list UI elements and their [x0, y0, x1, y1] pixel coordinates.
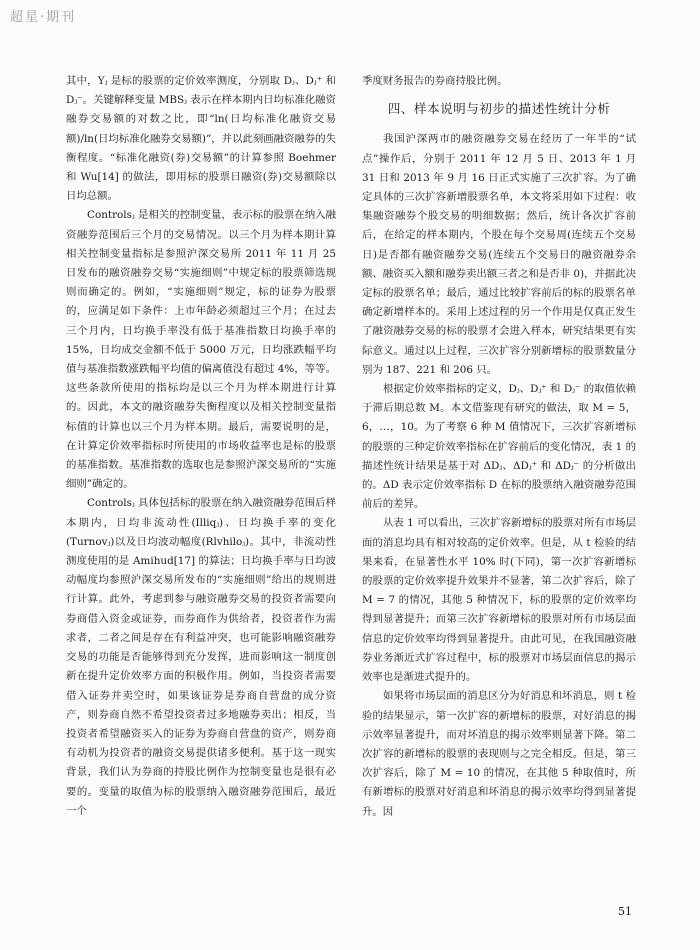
left-paragraph-1: 其中，Yⱼ 是标的股票的定价效率测度，分别取 Dⱼ、Dⱼ⁺ 和 Dⱼ⁻。关键解释变量 MBSⱼ 表示在样本期内日均标准化融资融券交易额的对数之比，即“ln(日均标准化融资交易额)/ln(日均标准化融券交易额)”，并以此刻画融资融券的失衡程度。“标准化融资(券)交易额”的计算参照 Boehmer 和 Wu[14] 的做法，即用标的股票日融资(券)交易额除以日均总额。 [66, 75, 336, 203]
right-paragraph-4: 如果将市场层面的消息区分为好消息和坏消息，则 t 检验的结果显示，第一次扩容的新增标的股票，对好消息的揭示效率显著提升，而对坏消息的揭示效率则显著下降。第二次扩容的新增标的股票的表现则与之完全相反。但是，第三次扩容后，除了 M = 10 的情况，在其他 5 种取值时，所有新增标的股票对好消息和坏消息的揭示效率均得到显著提升。因 [362, 690, 636, 818]
left-paragraph-2: Controlsⱼ 是相关的控制变量，表示标的股票在纳入融资融券范围后三个月的交易情况。以三个月为样本期计算相关控制变量指标是参照沪深交易所 2011 年 11 月 25 日发布的融资融券交易“实施细则”中规定标的股票筛选规则而确定的。例如，“实施细则”规定，标的证券为股票的，应满足如下条件：上市年龄必须超过三个月；在过去三个月内，日均换手率没有低于基准指数日均换手率的 15%，日均成交金额不低于 5000 万元，日均涨跌幅平均值与基准指数涨跌幅平均值的偏离值没有超过 4%，等等。这些条款所使用的指标均是以三个月为样本期进行计算的。因此，本文的融资融券失衡程度以及相关控制变量指标值的计算也以三个月为样本期。最后，需要说明的是，在计算定价效率指标时所使用的市场收益率也是标的股票的基准指数。基准指数的选取也是参照沪深交易所的“实施细则”确定的。 [66, 209, 336, 491]
journal-header: 超星·期刊 [10, 10, 77, 25]
right-column [362, 72, 636, 822]
right-paragraph-1: 我国沪深两市的融资融券交易在经历了一年半的“试点”操作后，分别于 2011 年 12 月 5 日、2013 年 1 月 31 日和 2013 年 9 月 16 日正式实施了三次扩容。为了确定具体的三次扩容新增股票名单，本文将采用如下过程：收集融资融券个股交易的明细数据；然后，统计各次扩容前后，在给定的样本期内，个股在每个交易周(连续五个交易日)是否都有融资融券交易(连续五个交易日的融资融券余额、融资买入额和融券卖出额三者之和是否非 0)，并据此决定标的股票名单；最后，通过比较扩容前后的标的股票名单确定新增样本的。采用上述过程的另一个作用是仅真正发生了融资融券交易的标的股票才会进入样本，研究结果更有实际意义。通过以上过程，三次扩容分别新增标的股票数量分别为 187、221 和 206 只。 [362, 133, 636, 376]
left-column [66, 72, 336, 821]
page-number: 51 [618, 905, 632, 918]
right-paragraph-3: 从表 1 可以看出，三次扩容新增标的股票对所有市场层面的消息均具有相对较高的定价效率。但是，从 t 检验的结果来看，在显著性水平 10% 时(下同)，第一次扩容新增标的股票的定价效率提升效果并不显著，第二次扩容后，除了 M = 7 的情况，其他 5 种情况下，标的股票的定价效率均得到显著提升；而第三次扩容新增标的股票对所有市场层面信息的定价效率均得到显著提升。由此可见，在我国融资融券业务渐近式扩容过程中，标的股票对市场层面信息的揭示效率也是渐进式提升的。 [362, 517, 636, 684]
right-continuation: 季度财务报告的券商持股比例。 [362, 75, 508, 87]
left-paragraph-3: Controlsⱼ 具体包括标的股票在纳入融资融券范围后样本期内，日均非流动性(Illiqⱼ)、日均换手率的变化(Turnovⱼ)以及日均波动幅度(Rlvhiloⱼ)。其中，非流动性测度使用的是 Amihud[17] 的算法；日均换手率与日均波动幅度均参照沪深交易所发布的“实施细则”给出的规则进行计算。此外，考虑到参与融资融券交易的投资者需要向券商借入资金或证券，而券商作为供给者，投资者作为需求者，二者之间是存在有利益冲突，也可能影响融资融券交易的功能是否能够得到充分发挥，进而影响这一制度创新在提升定价效率方面的积极作用。例如，当投资者需要借入证券并卖空时，如果该证券是券商自营盘的成分资产，则券商自然不希望投资者过多地融券卖出；相反，当投资者希望融资买入的证券为券商自营盘的资产，则券商有动机为投资者的融资交易提供诸多便利。基于这一现实背景，我们认为券商的持股比例作为控制变量也是很有必要的。变量的取值为标的股票纳入融资融券范围后，最近一个 [66, 497, 336, 817]
right-paragraph-2: 根据定价效率指标的定义，Dⱼ、Dⱼ⁺ 和 Dⱼ⁻ 的取值依赖于滞后期总数 M。本文借鉴现有研究的做法，取 M = 5，6，…，10。为了考察 6 种 M 值情况下，三次扩容新增标的股票的三种定价效率指标在扩容前后的变化情况，表 1 的描述性统计结果是基于对 ΔDⱼ、ΔDⱼ⁺ 和 ΔDⱼ⁻ 的分析做出的。ΔD 表示定价效率指标 D 在标的股票纳入融资融券范围前后的差异。 [362, 383, 636, 511]
section-heading: 四、样本说明与初步的描述性统计分析 [387, 101, 611, 117]
